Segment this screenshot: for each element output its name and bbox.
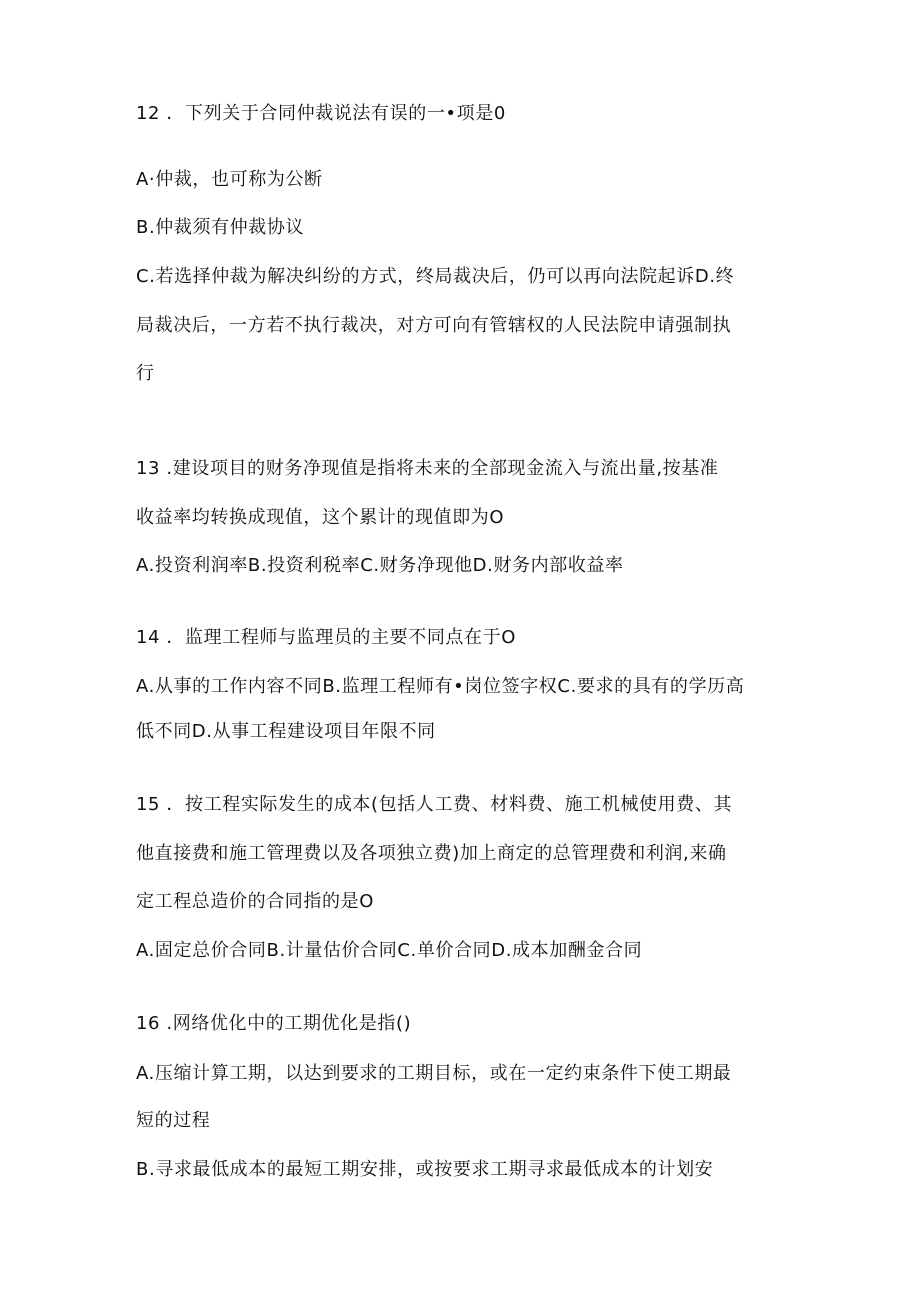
q15-stem-line3: 定工程总造价的合同指的是O	[136, 891, 374, 912]
q16-option-b: B.寻求最低成本的最短工期安排，或按要求工期寻求最低成本的计划安	[136, 1159, 714, 1180]
q14-options-line1: A.从事的工作内容不同B.监理工程师有•岗位签字权C.要求的具有的学历高	[136, 676, 745, 697]
q12-option-d-cont: 局裁决后，一方若不执行裁决，对方可向有管辖权的人民法院申请强制执	[136, 315, 732, 336]
q13-options: A.投资利润率B.投资利税率C.财务净现他D.财务内部收益率	[136, 555, 624, 576]
q15-stem-line1: 15 ．按工程实际发生的成本(包括人工费、材料费、施工机械使用费、其	[136, 794, 733, 815]
q12-stem: 12 ．下列关于合同仲裁说法有误的一•项是0	[136, 103, 506, 124]
q12-option-cd: C.若选择仲裁为解决纠纷的方式，终局裁决后，仍可以再向法院起诉D.终	[136, 266, 735, 287]
q14-stem: 14 ．监理工程师与监理员的主要不同点在于O	[136, 627, 516, 648]
q15-stem-line2: 他直接费和施工管理费以及各项独立费)加上商定的总管理费和利润,来确	[136, 843, 727, 864]
q15-options: A.固定总价合同B.计量估价合同C.单价合同D.成本加酬金合同	[136, 940, 643, 961]
q12-option-b: B.仲裁须有仲裁协议	[136, 217, 305, 238]
q12-option-a: A·仲裁，也可称为公断	[136, 169, 323, 190]
q16-option-a-line2: 短的过程	[136, 1110, 211, 1131]
q13-stem-line2: 收益率均转换成现值，这个累计的现值即为O	[136, 507, 505, 528]
q14-options-line2: 低不同D.从事工程建设项目年限不同	[136, 721, 436, 742]
q16-stem: 16 .网络优化中的工期优化是指()	[136, 1013, 412, 1034]
q13-stem-line1: 13 .建设项目的财务净现值是指将未来的全部现金流入与流出量,按基准	[136, 458, 719, 479]
q12-option-d-end: 行	[136, 363, 155, 384]
q16-option-a-line1: A.压缩计算工期，以达到要求的工期目标，或在一定约束条件下使工期最	[136, 1063, 732, 1084]
